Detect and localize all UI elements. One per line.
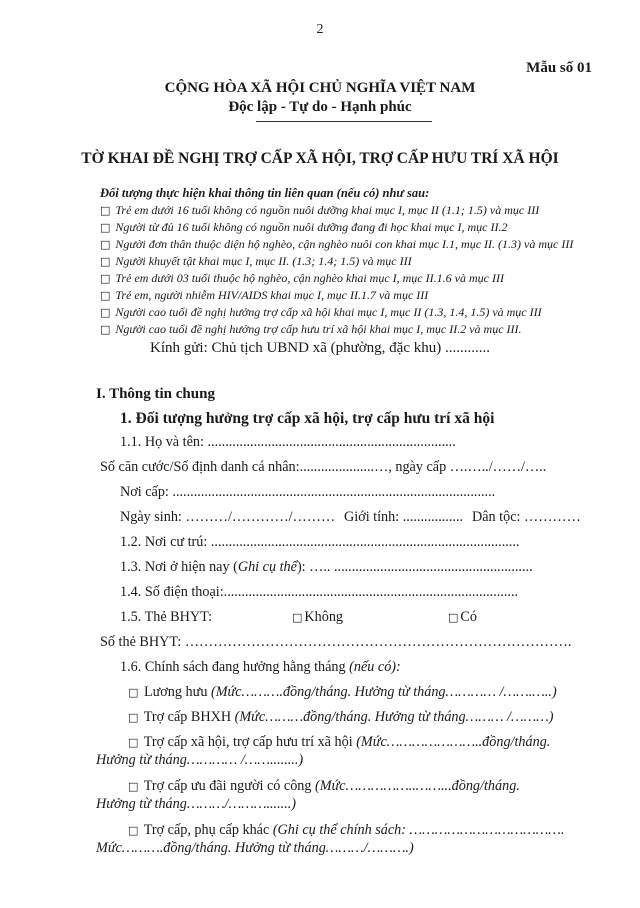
- other-allowance-option[interactable]: □ Trợ cấp, phụ cấp khác (Ghi cụ thể chính sách: ……………………………….: [128, 822, 565, 838]
- page-number: 2: [316, 22, 324, 37]
- checkbox-icon: □: [128, 824, 139, 837]
- form-number: Mẫu số 01: [526, 60, 592, 76]
- eligibility-heading: Đối tượng thực hiện khai thông tin liên quan (nếu có) như sau:: [100, 186, 430, 200]
- policy-heading: 1.6. Chính sách đang hưởng hằng tháng (nếu có):: [120, 659, 401, 675]
- eligibility-item: □ Người khuyết tật khai mục I, mục II. (1.3; 1.4; 1.5) và mục III: [100, 254, 412, 268]
- residence-field[interactable]: 1.2. Nơi cư trú: .......................................................................................: [120, 534, 520, 550]
- checkbox-icon: □: [128, 686, 139, 699]
- phone-field[interactable]: 1.4. Số điện thoại:...................................................................................: [120, 584, 519, 600]
- national-title: CỘNG HÒA XÃ HỘI CHỦ NGHĨA VIỆT NAM: [164, 80, 476, 96]
- eligibility-item: □ Trẻ em dưới 16 tuổi không có nguồn nuôi dưỡng khai mục I, mục II (1.1; 1.5) và mục III: [100, 203, 540, 217]
- social-allowance-option[interactable]: □ Trợ cấp xã hội, trợ cấp hưu trí xã hội (Mức…………………..đồng/tháng.: [128, 734, 551, 750]
- pension-option[interactable]: □ Lương hưu (Mức……….đồng/tháng. Hưởng từ tháng………… /…….…..): [128, 684, 557, 700]
- ethnicity-field[interactable]: Dân tộc: …………: [472, 509, 581, 525]
- checkbox-icon[interactable]: □: [100, 221, 111, 234]
- document-title: TỜ KHAI ĐỀ NGHỊ TRỢ CẤP XÃ HỘI, TRỢ CẤP HƯU TRÍ XÃ HỘI: [81, 150, 559, 167]
- insurance-label: 1.5. Thẻ BHYT:: [120, 609, 213, 625]
- insurance-no-option[interactable]: □ Không: [292, 609, 344, 625]
- checkbox-icon: □: [128, 736, 139, 749]
- current-address-field[interactable]: 1.3. Nơi ở hiện nay (Ghi cụ thể): ….. ........................................................: [120, 559, 533, 575]
- addressee-line: Kính gửi: Chủ tịch UBND xã (phường, đặc khu) ............: [150, 340, 490, 356]
- eligibility-item: □ Người từ đủ 16 tuổi không có nguồn nuôi dưỡng đang đi học khai mục I, mục II.2: [100, 220, 508, 234]
- social-allowance-detail: Hưởng từ tháng………… /……........): [96, 752, 304, 768]
- section-i-title: I. Thông tin chung: [96, 386, 215, 402]
- eligibility-item: □ Trẻ em, người nhiễm HIV/AIDS khai mục I, mục II.1.7 và mục III: [100, 288, 429, 302]
- checkbox-icon: □: [448, 611, 459, 624]
- id-number-field[interactable]: Số căn cước/Số định danh cá nhân:.....................…, ngày cấp ….…../……/…..: [100, 459, 547, 475]
- checkbox-icon[interactable]: □: [100, 238, 111, 251]
- insurance-number-field[interactable]: Số thẻ BHYT: ……………………………………………………………………….: [100, 634, 572, 650]
- checkbox-icon[interactable]: □: [100, 289, 111, 302]
- eligibility-item: □ Người cao tuổi đề nghị hưởng trợ cấp xã hội khai mục I, mục II (1.3, 1.4, 1.5) và mục III: [100, 305, 542, 319]
- other-allowance-detail: Mức……….đồng/tháng. Hưởng từ tháng………/……….): [96, 840, 414, 856]
- checkbox-icon[interactable]: □: [100, 255, 111, 268]
- full-name-field[interactable]: 1.1. Họ và tên: ......................................................................: [120, 434, 456, 450]
- social-insurance-option[interactable]: □ Trợ cấp BHXH (Mức………đồng/tháng. Hưởng từ tháng……… /………): [128, 709, 554, 725]
- motto-underline: [256, 121, 432, 122]
- checkbox-icon[interactable]: □: [100, 272, 111, 285]
- checkbox-icon[interactable]: □: [100, 306, 111, 319]
- subsection-1-title: 1. Đối tượng hưởng trợ cấp xã hội, trợ cấp hưu trí xã hội: [120, 410, 495, 427]
- merit-option[interactable]: □ Trợ cấp ưu đãi người có công (Mức……………..……...đồng/tháng.: [128, 778, 520, 794]
- checkbox-icon: □: [128, 711, 139, 724]
- issue-place-field[interactable]: Nơi cấp: ...........................................................................................: [120, 484, 496, 500]
- motto: Độc lập - Tự do - Hạnh phúc: [228, 99, 412, 115]
- eligibility-item: □ Trẻ em dưới 03 tuổi thuộc hộ nghèo, cận nghèo khai mục I, mục II.1.6 và mục III: [100, 271, 504, 285]
- eligibility-item: □ Người đơn thân thuộc diện hộ nghèo, cận nghèo nuôi con khai mục I.1, mục II. (1.3) và mục III: [100, 237, 574, 251]
- checkbox-icon[interactable]: □: [100, 204, 111, 217]
- birth-date-field[interactable]: Ngày sinh: ………/…………/………: [120, 509, 336, 525]
- eligibility-item: □ Người cao tuổi đề nghị hưởng trợ cấp hưu trí xã hội khai mục I, mục II.2 và mục III.: [100, 322, 522, 336]
- merit-detail: Hưởng từ tháng………/……….......): [96, 796, 297, 812]
- insurance-yes-option[interactable]: □ Có: [448, 609, 477, 625]
- checkbox-icon[interactable]: □: [100, 323, 111, 336]
- gender-field[interactable]: Giới tính: .................: [344, 509, 464, 525]
- checkbox-icon: □: [292, 611, 303, 624]
- checkbox-icon: □: [128, 780, 139, 793]
